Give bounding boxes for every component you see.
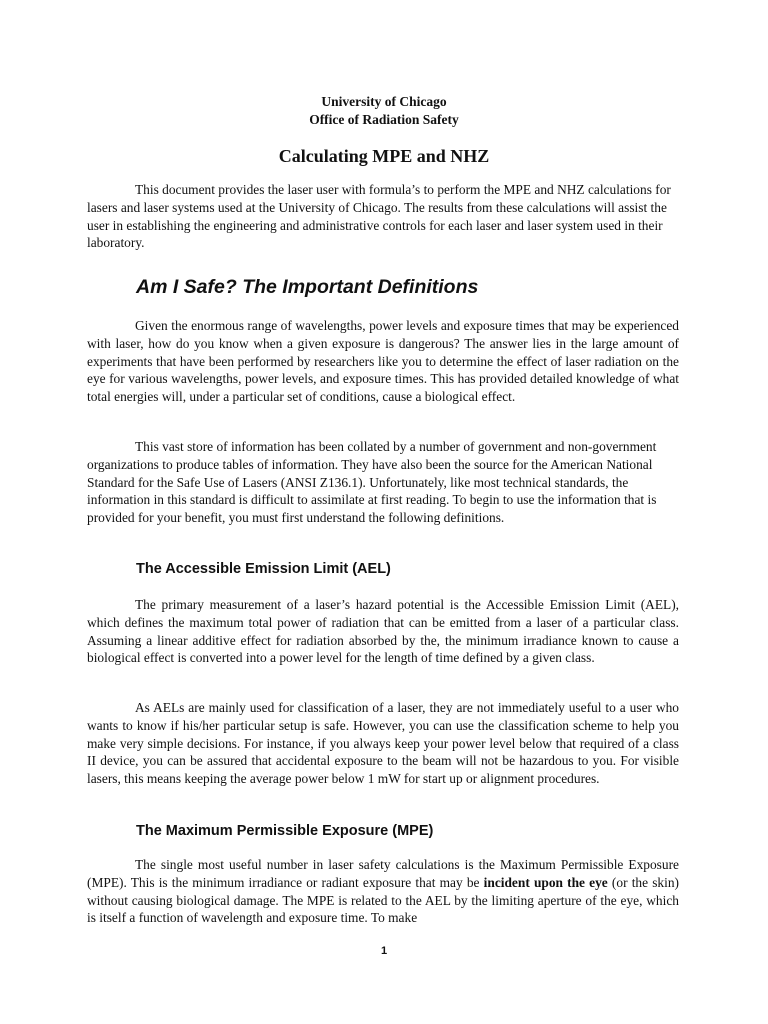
mpe-text-emphasis: incident upon the eye xyxy=(483,874,608,890)
ael-text-2: As AELs are mainly used for classification of a laser, they are not immediately useful to a user who wants to know if his/her particular setup is safe. However, you can use the classification scheme to help you make very simple decisions. For instance, if you always keep your power level below that required of a class II device, you can be assured that accidental exposure to the beam will not be hazardous to you. For visible lasers, this means keeping the average power below 1 mW for start up or alignment procedures. xyxy=(87,700,679,787)
ael-paragraph-1 xyxy=(87,596,679,667)
document-title: Calculating MPE and NHZ xyxy=(278,146,490,166)
institution-name: University of Chicago xyxy=(321,94,447,109)
ael-paragraph-2 xyxy=(87,699,679,788)
section-heading-mpe: The Maximum Permissible Exposure (MPE) xyxy=(136,823,434,839)
office-name: Office of Radiation Safety xyxy=(309,112,459,127)
mpe-text-start: The single most useful number in laser safety calculations is the Maximum Permissible Exposure (MPE). This is the minimum irradiance or radiant exposure that may be xyxy=(87,857,679,890)
definitions-paragraph-1 xyxy=(87,317,679,406)
section-heading-definitions: Am I Safe? The Important Definitions xyxy=(136,276,479,298)
mpe-paragraph-1 xyxy=(87,856,679,927)
page-number: 1 xyxy=(380,945,388,957)
definitions-text-1: Given the enormous range of wavelengths, power levels and exposure times that may be experienced with laser, how do you know when a given exposure is dangerous? The answer lies in the large amount of experiments that have been performed by researchers like you to determine the effect of laser radiation on the eye for various wavelengths, power levels, and exposure times. This has provided detailed knowledge of what total energies will, under a particular set of conditions, cause a biological effect. xyxy=(87,318,679,405)
mpe-text-end: (or the skin) without causing biological damage. The MPE is related to the AEL by the limiting aperture of the eye, which is itself a function of wavelength and exposure time. To make xyxy=(87,874,679,926)
section-heading-ael: The Accessible Emission Limit (AEL) xyxy=(136,561,391,577)
intro-text: This document provides the laser user with formula’s to perform the MPE and NHZ calculations for lasers and laser systems used at the University of Chicago. The results from these calculations will assist the user in establishing the engineering and administrative controls for each laser and laser system used in their laboratory. xyxy=(87,182,671,251)
ael-text-1: The primary measurement of a laser’s hazard potential is the Accessible Emission Limit (AEL), which defines the maximum total power of radiation that can be emitted from a laser of a particular class. Assuming a linear additive effect for radiation absorbed by the, the minimum irradiance known to cause a biological effect is converted into a power level for the length of time defined by a given class. xyxy=(87,597,679,666)
intro-paragraph xyxy=(87,181,677,252)
definitions-paragraph-2 xyxy=(87,438,685,527)
definitions-text-2: This vast store of information has been collated by a number of government and non-government organizations to produce tables of information. They have also been the source for the American National Standard for the Safe Use of Lasers (ANSI Z136.1). Unfortunately, like most technical standards, the information in this standard is difficult to assimilate at first reading. To begin to use the information that is provided for your benefit, you must first understand the following definitions. xyxy=(87,439,657,526)
